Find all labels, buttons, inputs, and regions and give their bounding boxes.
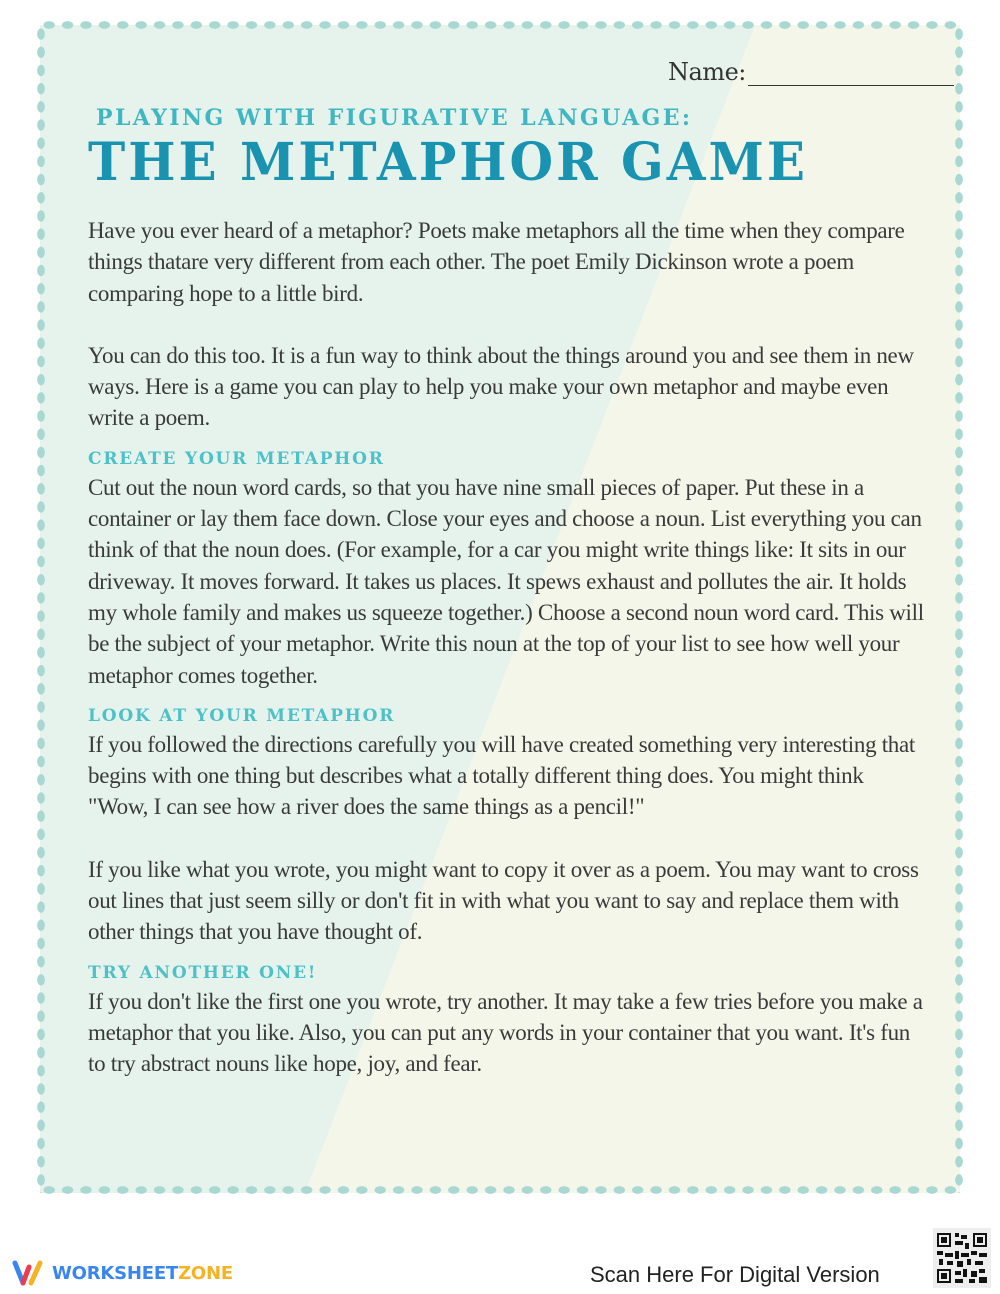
section-paragraph: If you don't like the first one you wrote, try another. It may take a few tries before you make a metaphor that you like. Also, you can put any words in your container that you want. It's fun to try abstract nouns like hope, joy, and fear. — [88, 988, 923, 1077]
intro-paragraph: You can do this too. It is a fun way to think about the things around you and see them in new ways. Here is a game you can play to help you make your own metaphor and maybe even write a poem. — [88, 342, 914, 431]
worksheet-zone-logo[interactable] — [10, 1258, 233, 1288]
name-label: Name: — [668, 58, 746, 86]
intro-paragraph: Have you ever heard of a metaphor? Poets make metaphors all the time when they compare things thatare very different from each other. The poet Emily Dickinson wrote a poem comparing hope to a little bird. — [88, 218, 905, 306]
section-paragraph: If you like what you wrote, you might want to copy it over as a poem. You may want to cross out lines that just seem silly or don't fit in with what you want to say and replace them with other things that you have thought of. — [88, 856, 919, 945]
qr-pattern — [937, 1232, 987, 1284]
section-heading-look: LOOK AT YOUR METAPHOR — [88, 705, 396, 726]
logo-text-zone: ZONE — [178, 1262, 233, 1284]
section-heading-create: CREATE YOUR METAPHOR — [88, 448, 385, 469]
section-paragraph: Cut out the noun word cards, so that you have nine small pieces of paper. Put these in a container or lay them face down. Close your eyes and choose a noun. List everything you can think of that the noun does. (For example, for a car you might write things like: It sits in our driveway. It moves forward. It takes us places. It spews exhaust and pollutes the air. It holds my whole family and makes us squeeze together.) Choose a second noun word card. This will be the subject of your metaphor. Write this noun at the top of your list to see how well your metaphor comes together. — [88, 474, 924, 688]
logo-text-worksheet: WORKSHEET — [52, 1262, 179, 1284]
worksheet-title: THE METAPHOR GAME — [88, 130, 808, 193]
section-paragraph: If you followed the directions carefully you will have created something very interesting that begins with one thing but describes what a totally different thing does. You might think "Wow, I can see how a river does the same things as a pencil!" — [88, 731, 916, 820]
section-heading-try: TRY ANOTHER ONE! — [88, 962, 318, 983]
qr-code-icon[interactable] — [933, 1228, 991, 1288]
name-field — [668, 55, 954, 86]
name-input-line[interactable] — [748, 55, 954, 86]
scan-instruction: Scan Here For Digital Version — [590, 1262, 880, 1287]
logo-mark-icon — [10, 1258, 46, 1288]
worksheet-body — [88, 215, 928, 1080]
worksheet-subtitle: PLAYING WITH FIGURATIVE LANGUAGE: — [96, 105, 693, 131]
